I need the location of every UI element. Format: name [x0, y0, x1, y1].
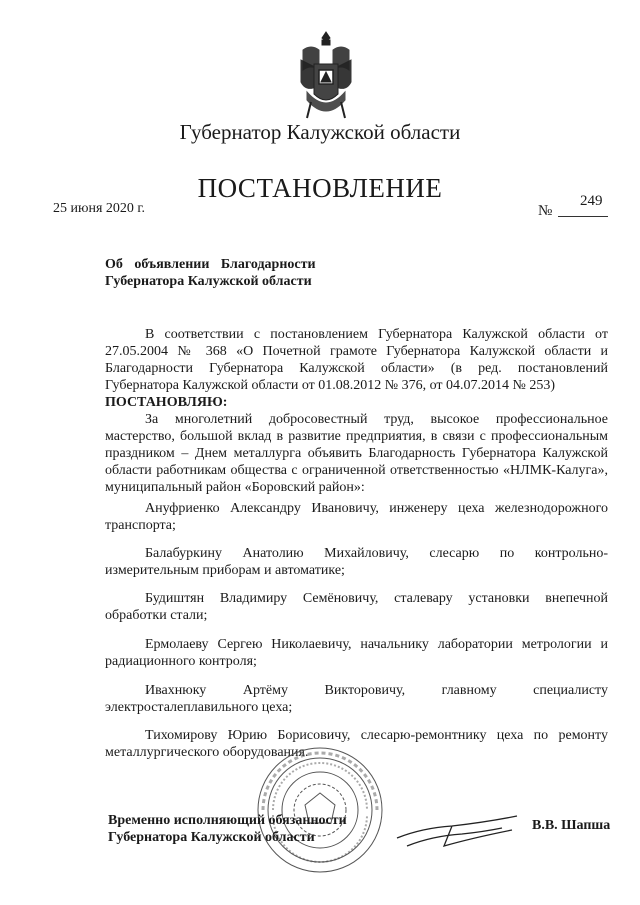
signatory-position-line-2: Губернатора Калужской области — [108, 830, 315, 845]
document-date: 25 июня 2020 г. — [53, 201, 146, 216]
signatory-name: В.В. Шапша — [532, 818, 611, 833]
recipient-item: Тихомирову Юрию Борисовичу, слесарю-ремонтнику цеха по ремонту металлургического оборудования. — [105, 728, 608, 760]
recipient-item: Ивахнюку Артёму Викторовичу, главному специалисту электросталеплавильного цеха; — [105, 683, 608, 715]
recipient-item: Будиштян Владимиру Семёновичу, сталевару установки внепечной обработки стали; — [105, 591, 608, 623]
number-underline — [558, 216, 608, 217]
recipient-item: Балабуркину Анатолию Михайловичу, слесарю по контрольно-измерительным приборам и автоматике; — [105, 546, 608, 578]
official-seal-icon — [255, 745, 385, 875]
recipient-item: Ануфриенко Александру Ивановичу, инженеру цеха железнодорожного транспорта; — [105, 501, 608, 533]
decision-paragraph: За многолетний добросовестный труд, высокое профессиональное мастерство, большой вклад в развитие предприятия, в связи с профессиональным праздником – Днем металлурга объявить Благодарность Губернатора Калужской области работникам общества с ограниченной ответственностью «НЛМК-Калуга», муниципальный район «Боровский район»: — [105, 412, 608, 495]
subject-line-1: Об объявлении Благодарности — [105, 257, 316, 272]
preamble-paragraph: В соответствии с постановлением Губернатора Калужской области от 27.05.2004 № 368 «О Почетной грамоте Губернатора Калужской области и Благодарности Губернатора Калужской области» (в ред. постановлений Губернатора Калужской области от 01.08.2012 № 376, от 04.07.2014 № 253) — [105, 327, 608, 393]
document-number: 249 — [580, 193, 603, 209]
signatory-position — [108, 812, 347, 846]
recipient-item: Ермолаеву Сергею Николаевичу, начальнику лаборатории метрологии и радиационного контроля; — [105, 637, 608, 669]
signatory-position-line-1: Временно исполняющий обязанности — [108, 813, 347, 828]
coat-of-arms-icon — [297, 30, 355, 122]
document-body — [105, 326, 608, 496]
resolve-heading: ПОСТАНОВЛЯЮ: — [105, 395, 228, 410]
subject-line-2: Губернатора Калужской области — [105, 274, 312, 289]
document-type: ПОСТАНОВЛЕНИЕ — [197, 173, 443, 203]
number-label: № — [538, 203, 553, 219]
handwritten-signature — [392, 808, 522, 853]
document-subject — [105, 256, 316, 290]
government-title: Губернатор Калужской области — [179, 120, 461, 144]
